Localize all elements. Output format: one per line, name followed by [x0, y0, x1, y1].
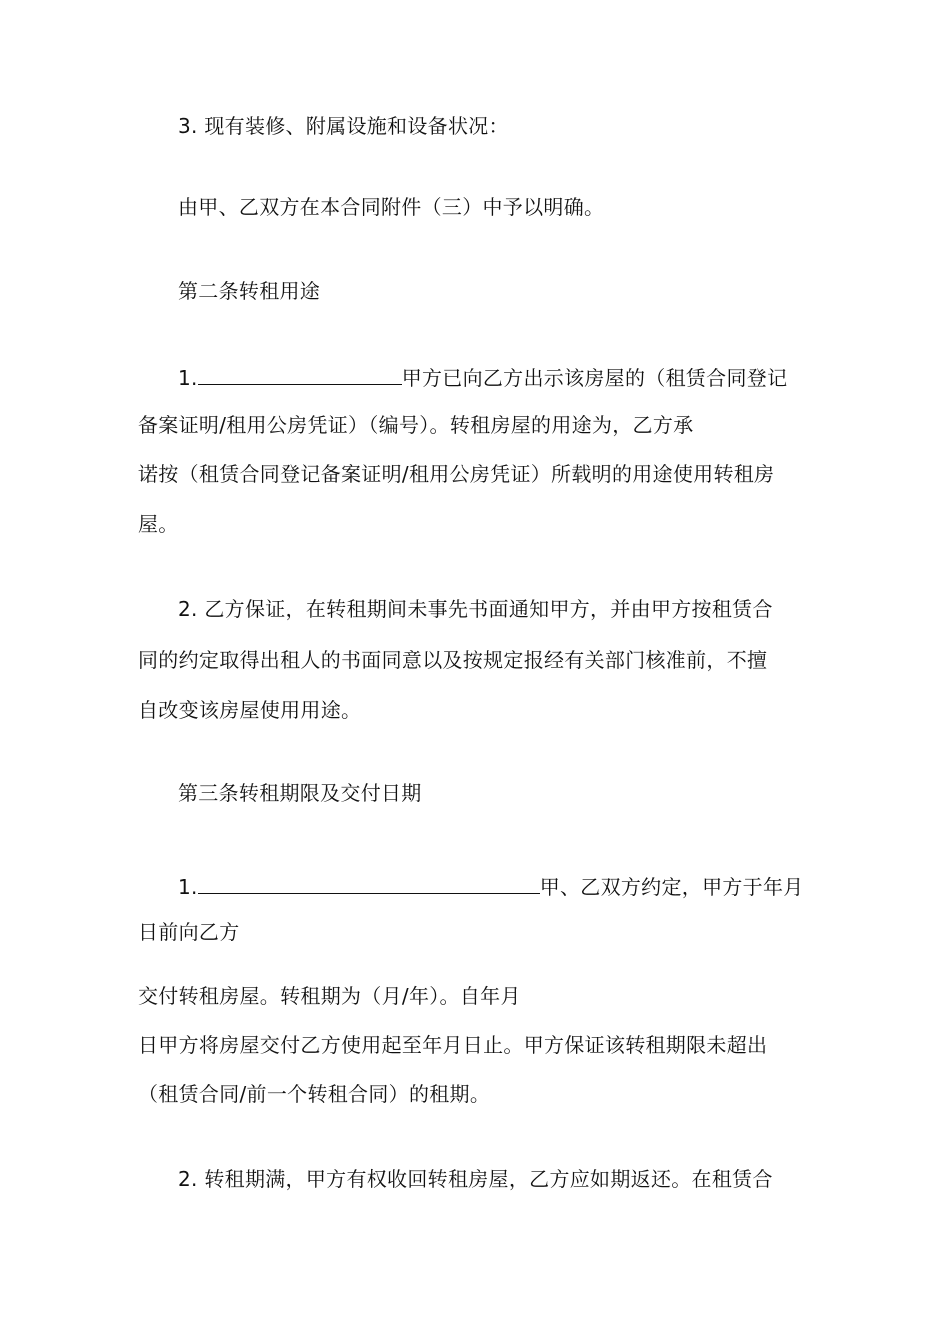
item-number: 1.	[178, 875, 198, 899]
article-3-item-1-line-5: （租赁合同/前一个转租合同）的租期。	[138, 1082, 491, 1106]
fill-in-blank	[198, 364, 402, 385]
article-3-item-1-line-3: 交付转租房屋。转租期为（月/年）。自年月	[138, 984, 521, 1008]
article-2-item-1-line-3: 诺按（租赁合同登记备案证明/租用公房凭证）所载明的用途使用转租房	[138, 462, 775, 486]
article-2-item-1-line-1	[178, 364, 787, 390]
article-3-item-1-line-1	[178, 873, 804, 899]
item-number: 1.	[178, 366, 198, 390]
article-2-item-2-line-3: 自改变该房屋使用用途。	[138, 698, 362, 722]
clause-item-3-detail: 由甲、乙双方在本合同附件（三）中予以明确。	[178, 195, 605, 219]
article-2-item-1-line-4: 屋。	[138, 512, 179, 536]
item-text: 甲、乙双方约定，甲方于年月	[539, 875, 804, 899]
article-3-item-2-line-1: 2. 转租期满，甲方有权收回转租房屋，乙方应如期返还。在租赁合	[178, 1167, 773, 1191]
article-2-heading: 第二条转租用途	[178, 279, 321, 303]
article-2-item-2-line-2: 同的约定取得出租人的书面同意以及按规定报经有关部门核准前，不擅	[138, 648, 768, 672]
article-3-item-1-line-4: 日甲方将房屋交付乙方使用起至年月日止。甲方保证该转租期限未超出	[138, 1033, 768, 1057]
item-text: 甲方已向乙方出示该房屋的（租赁合同登记	[401, 366, 788, 390]
article-3-item-1-line-2: 日前向乙方	[138, 920, 240, 944]
article-2-item-2-line-1: 2. 乙方保证，在转租期间未事先书面通知甲方，并由甲方按租赁合	[178, 597, 773, 621]
clause-item-3-decoration: 3. 现有装修、附属设施和设备状况：	[178, 114, 509, 138]
article-3-heading: 第三条转租期限及交付日期	[178, 781, 422, 805]
article-2-item-1-line-2: 备案证明/租用公房凭证）（编号）。转租房屋的用途为，乙方承	[138, 413, 694, 437]
fill-in-blank	[198, 873, 540, 894]
